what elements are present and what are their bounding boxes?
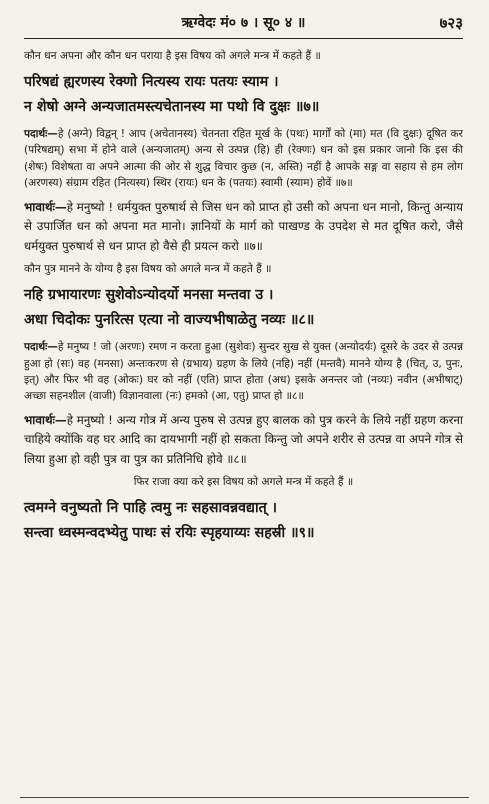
- page-number: ७२३: [439, 14, 463, 32]
- bhavartha-label: भावार्थः—: [24, 199, 67, 214]
- section-intro: कौन पुत्र मानने के योग्य है इस विषय को अगले मन्त्र में कहते हैं ॥: [24, 263, 272, 276]
- padartha-text: हे (अग्ने) विद्वन् ! आप (अचेतानस्य) चेतनता रहित मूर्ख के (पथः) मार्गों को (मा) मत (वि दुक्षः) दूषित कर (परिषद्यम्) सभा में होने वाले (अन्यजातम्) अन्य से उत्पन्न (हि) ही (रेक्णः) धन को इस प्रकार जानो कि इस की (शेषः) विशेषता वा अपने आत्मा की ओर से शुद्ध विचार कुछ (न, अस्ति) नहीं है आपके सङ्ग वा सहाय से हम लोग (अरणस्य) संग्राम रहित (नित्यस्य) स्थिर (रायः) धन के (पतयः) स्वामी (स्याम) होवें ॥७॥: [24, 128, 463, 190]
- bhavartha-text: हे मनुष्यो ! अन्य गोत्र में अन्य पुरुष से उत्पन्न हुए बालक को पुत्र करने के लिये नहीं ग्रहण करना चाहिये क्योंकि वह घर आदि का दायभागी नहीं हो सकता किन्तु जो अपने शरीर से उत्पन्न वा अपने गोत्र से लिया हुआ हो वही पुत्र वा पुत्र का प्रतिनिधि होवे ॥८॥: [24, 412, 464, 466]
- mantra-line: न शेषो अग्ने अन्यजातमस्त्यचेतानस्य मा पथो वि दुक्षः ॥७॥: [24, 99, 320, 115]
- mantra-line: परिषद्यं ह्यरणस्य रेक्णो नित्यस्य रायः पतयः स्याम ।: [24, 74, 279, 90]
- mantra-line: सन्त्वा ध्वस्मन्वदभ्येतु पाथः सं रयिः स्पृहयाय्यः सहस्री ॥९॥: [24, 525, 315, 542]
- mantra-line: नहि ग्रभायारणः सुशेवोऽन्योदर्यो मनसा मन्तवा उ ।: [24, 287, 274, 304]
- padartha-paragraph: [24, 339, 463, 405]
- padartha-paragraph: [24, 126, 463, 192]
- footer-rule: [20, 797, 469, 798]
- bhavartha-paragraph: [24, 411, 463, 470]
- mantra-line: अधा चिदोकः पुनरित्स एत्या नो वाज्यभीषाळेतु नव्यः ॥८॥: [24, 312, 315, 329]
- running-header: [24, 10, 463, 36]
- section-intro: कौन धन अपना और कौन धन पराया है इस विषय को अगले मन्त्र में कहते हैं ॥: [24, 50, 321, 62]
- mantra-line: त्वमग्ने वनुष्यतो नि पाहि त्वमु नः सहसावन्नवद्यात् ।: [24, 500, 278, 517]
- padartha-text: हे मनुष्य ! जो (अरणः) रमण न करता हुआ (सुशेवः) सुन्दर सुख से युक्त (अन्योदर्यः) दूसरे के उदर से उत्पन्न हुआ हो (सः) वह (मनसा) अन्तःकरण से (ग्रभाय) ग्रहण के लिये (नहि) नहीं (मन्तवै) मानने योग्य है (चित्, उ, पुनः, इत्) और फिर भी वह (ओकः) घर को नहीं (एति) प्राप्त होता (अध) इसके अनन्तर जो (नव्यः) नवीन (अभीषाट्) अच्छा सहनशील (वाजी) विज्ञानवाला (नः) हमको (आ, एतु) प्राप्त हो ॥८॥: [24, 341, 463, 403]
- running-title: ऋग्वेदः मं० ७ । सू० ४ ॥: [181, 15, 306, 31]
- bhavartha-text: हे मनुष्यो ! धर्मयुक्त पुरुषार्थ से जिस धन को प्राप्त हो उसी को अपना धन मानो, किन्तु अन्याय से उपार्जित धन को अपना मत मानो। ज्ञानियों के मार्ग को पाखण्ड के उपदेश से मत दूषित करो, जैसे धर्मयुक्त पुरुषार्थ से धन प्राप्त हो वैसे ही प्रयत्न करो ॥७॥: [24, 199, 463, 253]
- section-intro: फिर राजा क्या करे इस विषय को अगले मन्त्र में कहते हैं ॥: [133, 476, 354, 489]
- padartha-label: पदार्थः—: [24, 128, 58, 140]
- padartha-label: पदार्थः—: [24, 341, 58, 354]
- bhavartha-paragraph: [24, 198, 463, 257]
- header-rule: [24, 38, 463, 39]
- bhavartha-label: भावार्थः—: [24, 412, 67, 427]
